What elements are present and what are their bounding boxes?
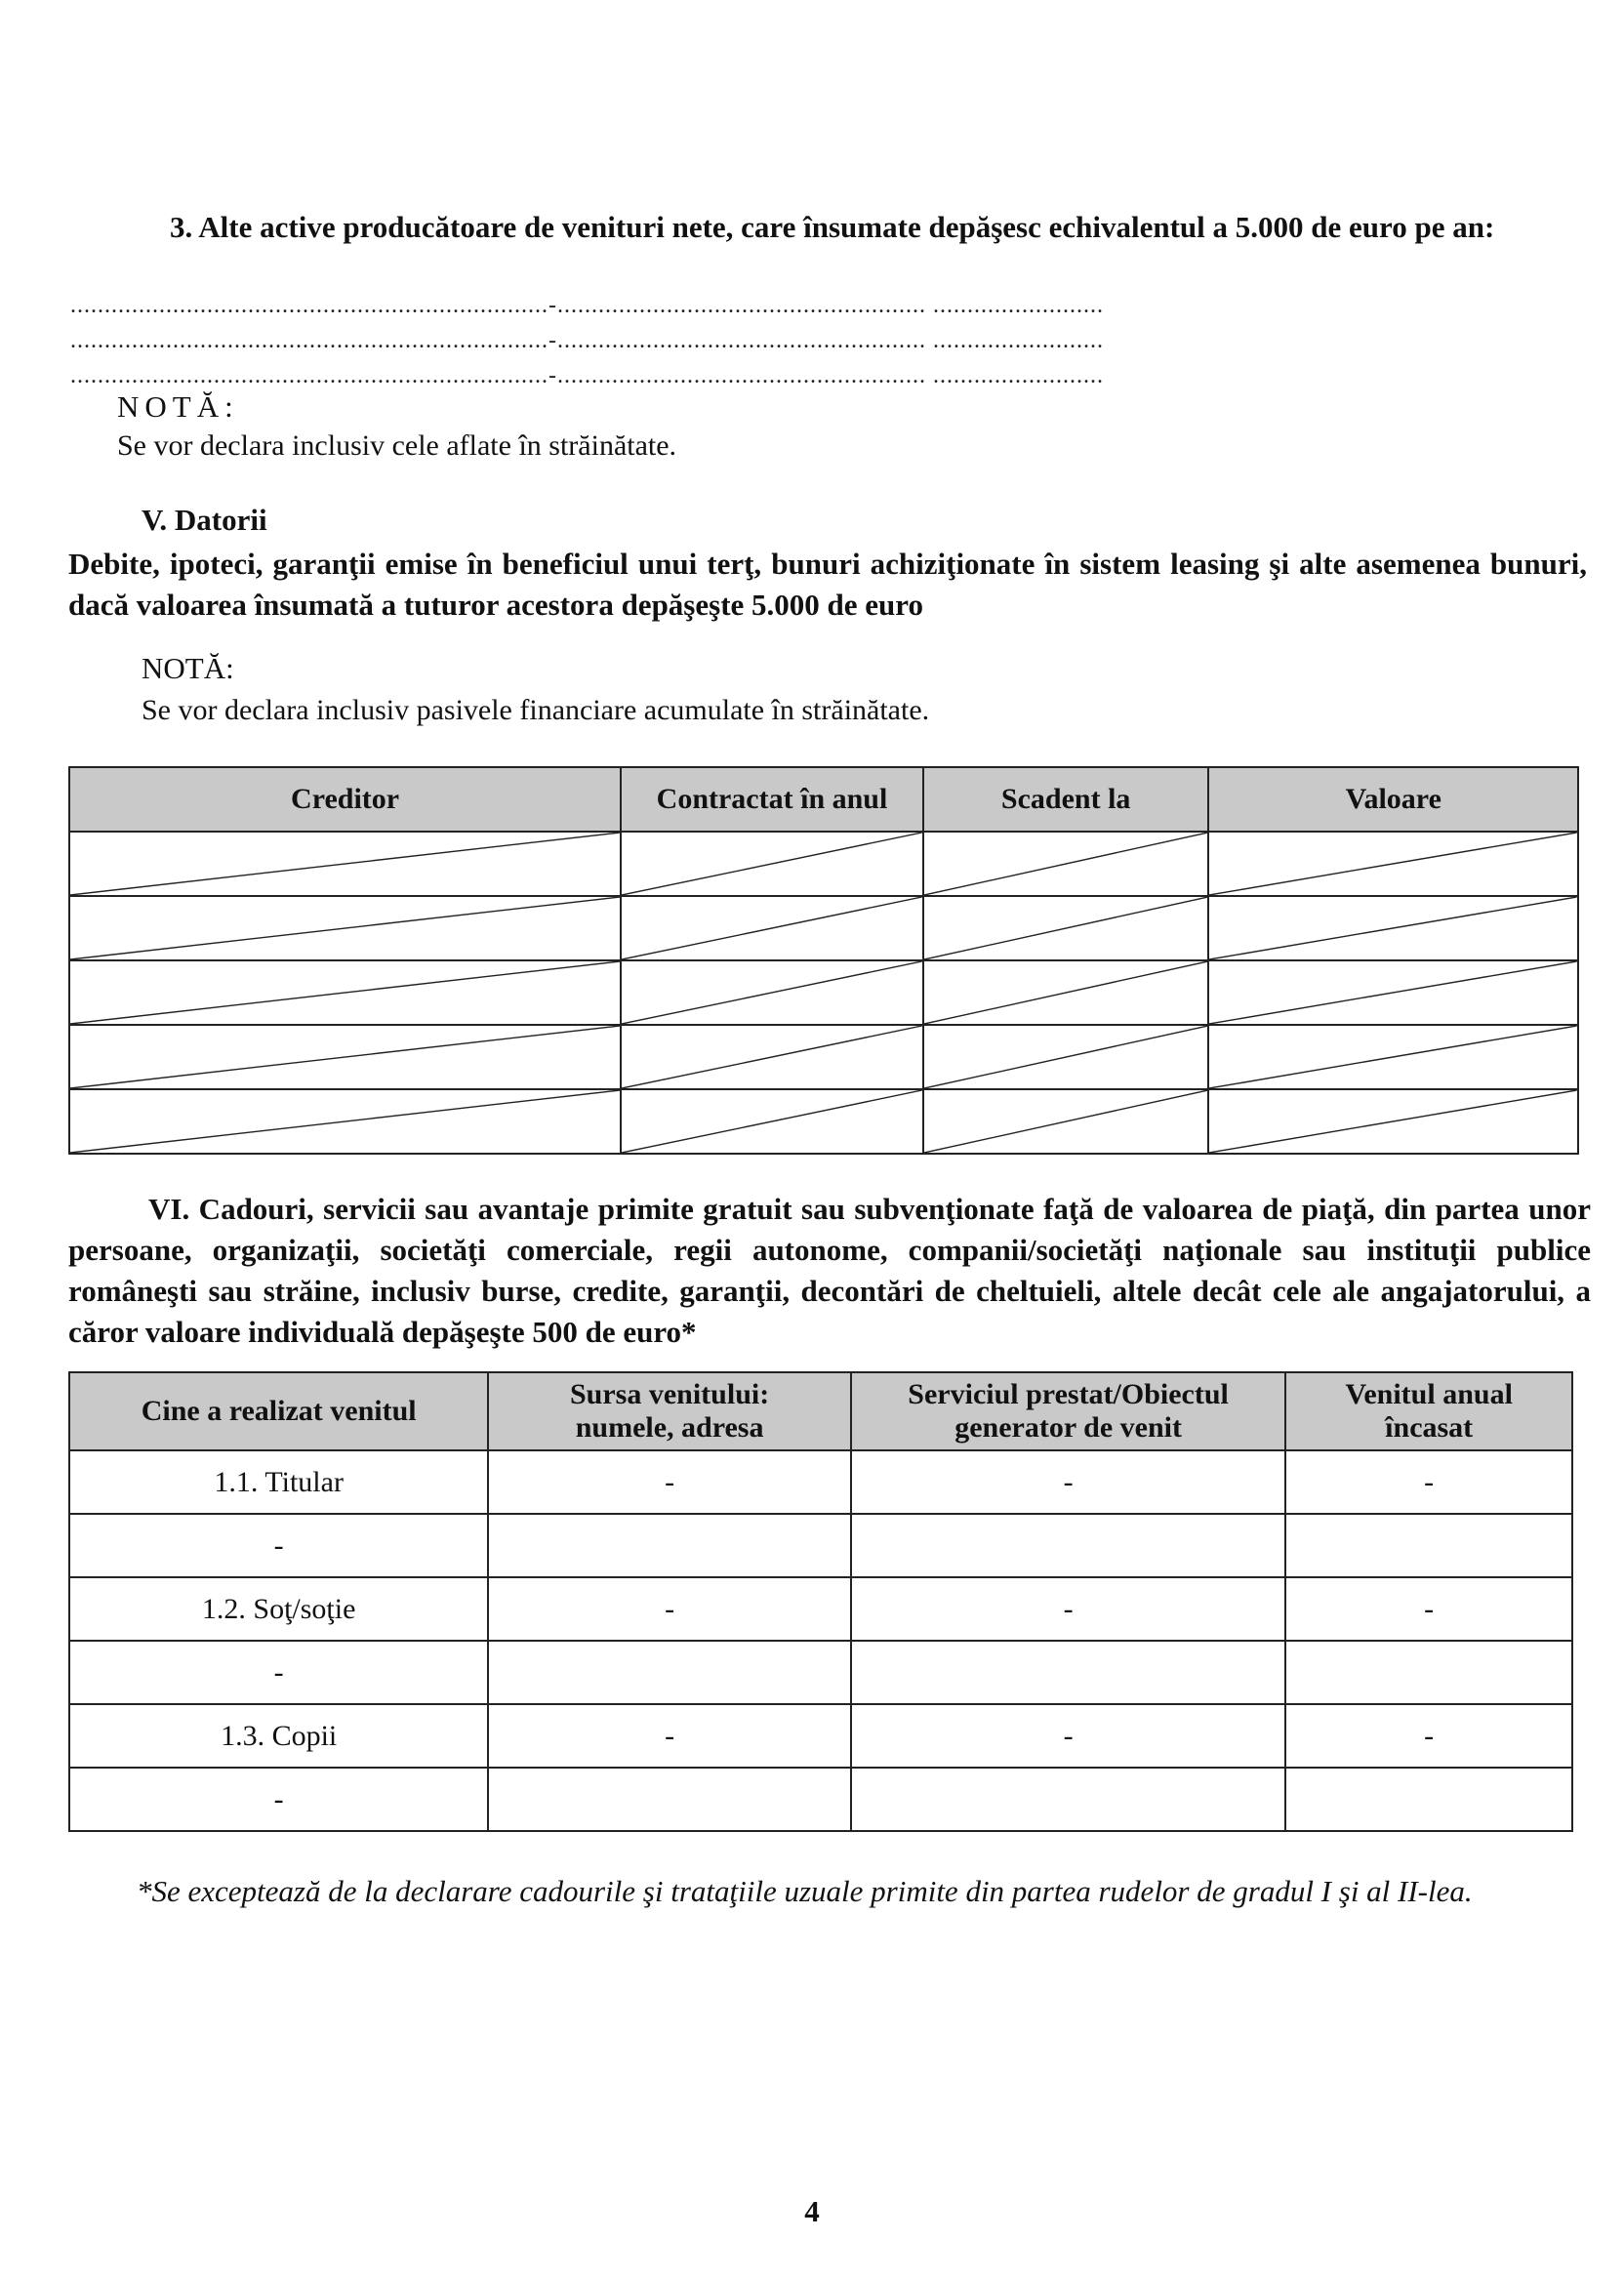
empty-cell: [1208, 832, 1578, 896]
dotted-line-2: ......................................................................-...................................................... .........................: [70, 328, 1104, 353]
gifts-table: [68, 1371, 1573, 1832]
service-cell: -: [851, 1577, 1286, 1641]
source-cell: [488, 1768, 851, 1831]
empty-cell: [621, 960, 923, 1025]
empty-cell: [923, 1089, 1209, 1154]
dotted-line-3: ......................................................................-...................................................... .........................: [70, 363, 1104, 388]
holder-cell: -: [69, 1768, 488, 1831]
debts-table-row: [69, 1025, 1578, 1089]
income-cell: [1285, 1768, 1572, 1831]
dotted-line-1: ......................................................................-...................................................... .........................: [70, 293, 1104, 318]
holder-cell: -: [69, 1641, 488, 1704]
income-cell: -: [1285, 1704, 1572, 1768]
empty-cell: [1208, 896, 1578, 960]
service-cell: -: [851, 1450, 1286, 1514]
income-cell: [1285, 1641, 1572, 1704]
empty-cell: [69, 896, 621, 960]
table-row: [69, 1577, 1572, 1641]
source-cell: -: [488, 1577, 851, 1641]
table-row: [69, 1768, 1572, 1831]
empty-cell: [923, 896, 1209, 960]
service-cell: [851, 1768, 1286, 1831]
holder-cell: 1.1. Titular: [69, 1450, 488, 1514]
source-cell: [488, 1514, 851, 1577]
debts-table-row: [69, 832, 1578, 896]
empty-cell: [621, 1089, 923, 1154]
holder-cell: -: [69, 1514, 488, 1577]
section5-title: V. Datorii: [142, 503, 267, 537]
income-cell: [1285, 1514, 1572, 1577]
header-creditor: Creditor: [69, 767, 621, 832]
debts-table-row: [69, 896, 1578, 960]
header-contracted-year: Contractat în anul: [621, 767, 923, 832]
section3-heading: 3. Alte active producătoare de venituri nete, care însumate depăşesc echivalentul a 5.000 de euro pe an:: [170, 210, 1495, 244]
empty-cell: [1208, 1089, 1578, 1154]
debts-table-header: [69, 767, 1578, 832]
empty-cell: [69, 960, 621, 1025]
empty-cell: [621, 896, 923, 960]
empty-cell: [621, 1025, 923, 1089]
section3-note-label: NOTĂ:: [117, 389, 239, 424]
section5-note-text: Se vor declara inclusiv pasivele financiare acumulate în străinătate.: [142, 694, 930, 726]
empty-cell: [69, 1089, 621, 1154]
table-row: [69, 1450, 1572, 1514]
empty-cell: [621, 832, 923, 896]
section6-heading: VI. Cadouri, servicii sau avantaje primite gratuit sau subvenţionate faţă de valoarea de piaţă, din partea unor persoane, organizaţii, societăţi comerciale, regii autonome, companii/societăţi naţionale sau instituţii publice româneşti sau străine, inclusiv burse, credite, garanţii, decontări de cheltuieli, altele decât cele ale angajatorului, a căror valoare individuală depăşeşte 500 de euro*: [68, 1192, 1591, 1349]
empty-cell: [1208, 960, 1578, 1025]
income-cell: -: [1285, 1577, 1572, 1641]
header-service-provided: Serviciul prestat/Obiectul generator de venit: [851, 1372, 1286, 1450]
table-row: [69, 1704, 1572, 1768]
gifts-footnote: *Se exceptează de la declarare cadourile şi trataţiile uzuale primite din partea rudelor de gradul I şi al II-lea.: [137, 1874, 1473, 1908]
gifts-table-header: [69, 1372, 1572, 1450]
header-value: Valoare: [1208, 767, 1578, 832]
service-cell: [851, 1641, 1286, 1704]
header-income-source: Sursa venitului: numele, adresa: [488, 1372, 851, 1450]
section5-note-label: NOTĂ:: [142, 651, 234, 685]
header-due-date: Scadent la: [923, 767, 1209, 832]
service-cell: -: [851, 1704, 1286, 1768]
source-cell: [488, 1641, 851, 1704]
page-number: 4: [804, 2194, 820, 2228]
section3-note-text: Se vor declara inclusiv cele aflate în străinătate.: [117, 429, 677, 462]
header-who-earned: Cine a realizat venitul: [69, 1372, 488, 1450]
source-cell: -: [488, 1704, 851, 1768]
table-row: [69, 1641, 1572, 1704]
header-annual-income: Venitul anual încasat: [1285, 1372, 1572, 1450]
debts-table-row: [69, 1089, 1578, 1154]
debts-table: [68, 766, 1579, 1155]
empty-cell: [923, 832, 1209, 896]
empty-cell: [69, 832, 621, 896]
income-cell: -: [1285, 1450, 1572, 1514]
empty-cell: [69, 1025, 621, 1089]
service-cell: [851, 1514, 1286, 1577]
empty-cell: [1208, 1025, 1578, 1089]
table-row: [69, 1514, 1572, 1577]
section5-description: Debite, ipoteci, garanţii emise în beneficiul unui terţ, bunuri achiziţionate în sistem leasing şi alte asemenea bunuri, dacă valoarea însumată a tuturor acestora depăşeşte 5.000 de euro: [68, 547, 1587, 622]
empty-cell: [923, 1025, 1209, 1089]
holder-cell: 1.3. Copii: [69, 1704, 488, 1768]
debts-table-row: [69, 960, 1578, 1025]
holder-cell: 1.2. Soţ/soţie: [69, 1577, 488, 1641]
empty-cell: [923, 960, 1209, 1025]
source-cell: -: [488, 1450, 851, 1514]
